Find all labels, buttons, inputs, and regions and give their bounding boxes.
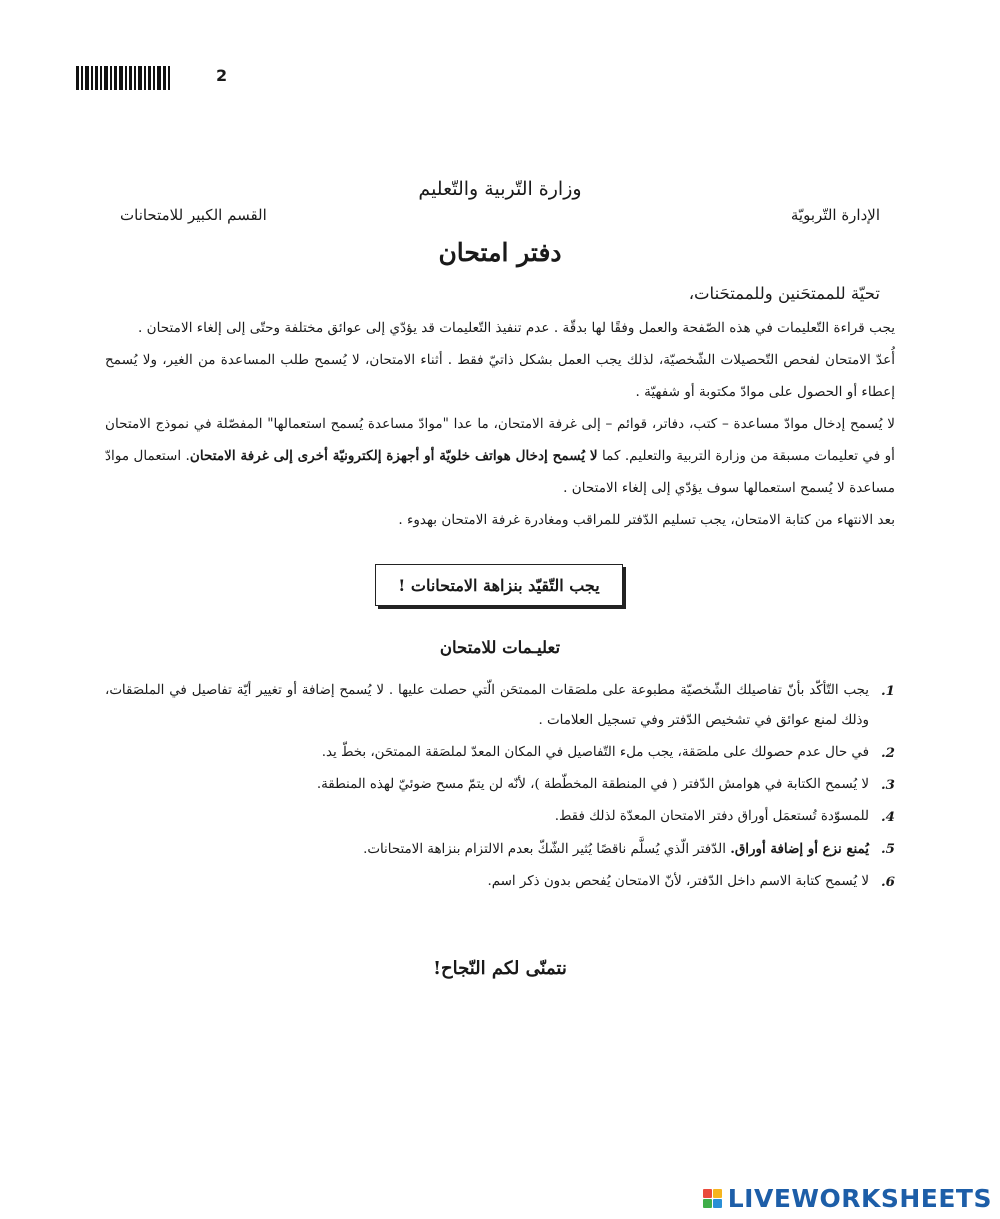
- paragraph-3: [105, 408, 895, 504]
- department-right: الإدارة التّربويّة: [790, 206, 880, 224]
- greeting: تحيّة للممتحَنين وللممتحَنات،: [688, 284, 880, 303]
- instruction-number: 2.: [881, 745, 895, 761]
- instruction-number: 3.: [881, 777, 895, 793]
- integrity-notice: يجب التّقيّد بنزاهة الامتحانات !: [398, 575, 600, 595]
- instruction-text: للمسوّدة تُستعمَل أوراق دفتر الامتحان المعدّة لذلك فقط.: [554, 809, 869, 824]
- paragraph-4: بعد الانتهاء من كتابة الامتحان، يجب تسليم الدّفتر للمراقب ومغادرة غرفة الامتحان بهدوء .: [398, 512, 895, 528]
- instruction-item: [105, 676, 895, 736]
- instruction-text: لا يُسمح كتابة الاسم داخل الدّفتر، لأنّ الامتحان يُفحص بدون ذكر اسم.: [487, 874, 869, 889]
- department-left: القسم الكبير للامتحانات: [120, 206, 267, 224]
- liveworksheets-logo-icon: [703, 1189, 722, 1208]
- instruction-text: لا يُسمح الكتابة في هوامش الدّفتر ( في المنطقة المخطّطة )، لأنّه لن يتمّ مسح ضوئيّ لهذه المنطقة.: [316, 777, 869, 792]
- instruction-text: الدّفتر الّذي يُسلَّم ناقصًا يُثير الشّكّ بعدم الالتزام بنزاهة الامتحانات.: [363, 842, 731, 857]
- brand-watermark[interactable]: [703, 1184, 992, 1213]
- instruction-item: [105, 834, 895, 865]
- paragraph-3-part-1: لا يُسمح إدخال موادّ مساعدة – كتب، دفاتر، قوائم – إلى غرفة الامتحان، ما عدا "موادّ مساعدة يُسمح استعمالها" المفصّلة في نموذج الامتحان أو في تعليمات مسبقة من وزارة التربية والتعليم. كما: [105, 416, 895, 464]
- paragraph-1: يجب قراءة التّعليمات في هذه الصّفحة والعمل وفقًا لها بدقّة . عدم تنفيذ التّعليمات قد يؤدّي إلى عوائق مختلفة وحتّى إلى إلغاء الامتحان .: [138, 320, 895, 336]
- instruction-item: [105, 867, 895, 897]
- instruction-number: 6.: [881, 874, 895, 890]
- instructions-title: تعليـمات للامتحان: [439, 638, 561, 657]
- instruction-item: [105, 738, 895, 768]
- paragraph-2: أُعدّ الامتحان لفحص التّحصيلات الشّخصيّة، لذلك يجب العمل بشكل ذاتيّ فقط . أثناء الامتحان، لا يُسمح طلب المساعدة من الغير، ولا يُسمح إعطاء أو الحصول على موادّ مكتوبة أو شفهيّة .: [105, 352, 895, 400]
- integrity-notice-box: [375, 564, 623, 606]
- closing-wish: نتمنّى لكم النّجاح!: [433, 958, 567, 979]
- instruction-number: 4.: [881, 809, 895, 825]
- brand-name: LIVEWORKSHEETS: [727, 1184, 992, 1213]
- instruction-number: 1.: [881, 683, 895, 699]
- instructions-list: [105, 676, 895, 899]
- instruction-item: [105, 770, 895, 800]
- ministry-name: وزارة التّربية والتّعليم: [418, 178, 582, 200]
- instruction-text: يجب التّأكّد بأنّ تفاصيلك الشّخصيّة مطبوعة على ملصَقات الممتحَن الّتي حصلت عليها . لا يُسمح إضافة أو تغيير أيّة تفاصيل في الملصَقات، وذلك لمنع عوائق في تشخيص الدّفتر وفي تسجيل العلامات .: [105, 683, 869, 728]
- page-title: دفتر امتحان: [438, 238, 562, 267]
- instruction-item: [105, 802, 895, 832]
- barcode-icon: [76, 66, 194, 90]
- instruction-text: في حال عدم حصولك على ملصَقة، يجب ملء التّفاصيل في المكان المعدّ لملصَقة الممتحَن، بخطّ يد.: [321, 745, 869, 760]
- page-number: 2: [216, 66, 228, 85]
- paragraph-3-bold: لا يُسمح إدخال هواتف خلويّة أو أجهزة إلكترونيّة أخرى إلى غرفة الامتحان: [189, 448, 598, 464]
- paragraph-3-part-2: . استعمال موادّ مساعدة لا يُسمح استعمالها سوف يؤدّي إلى إلغاء الامتحان .: [105, 448, 895, 496]
- instruction-bold-text: يُمنع نزع أو إضافة أوراق.: [730, 841, 869, 857]
- instruction-number: 5.: [881, 841, 895, 857]
